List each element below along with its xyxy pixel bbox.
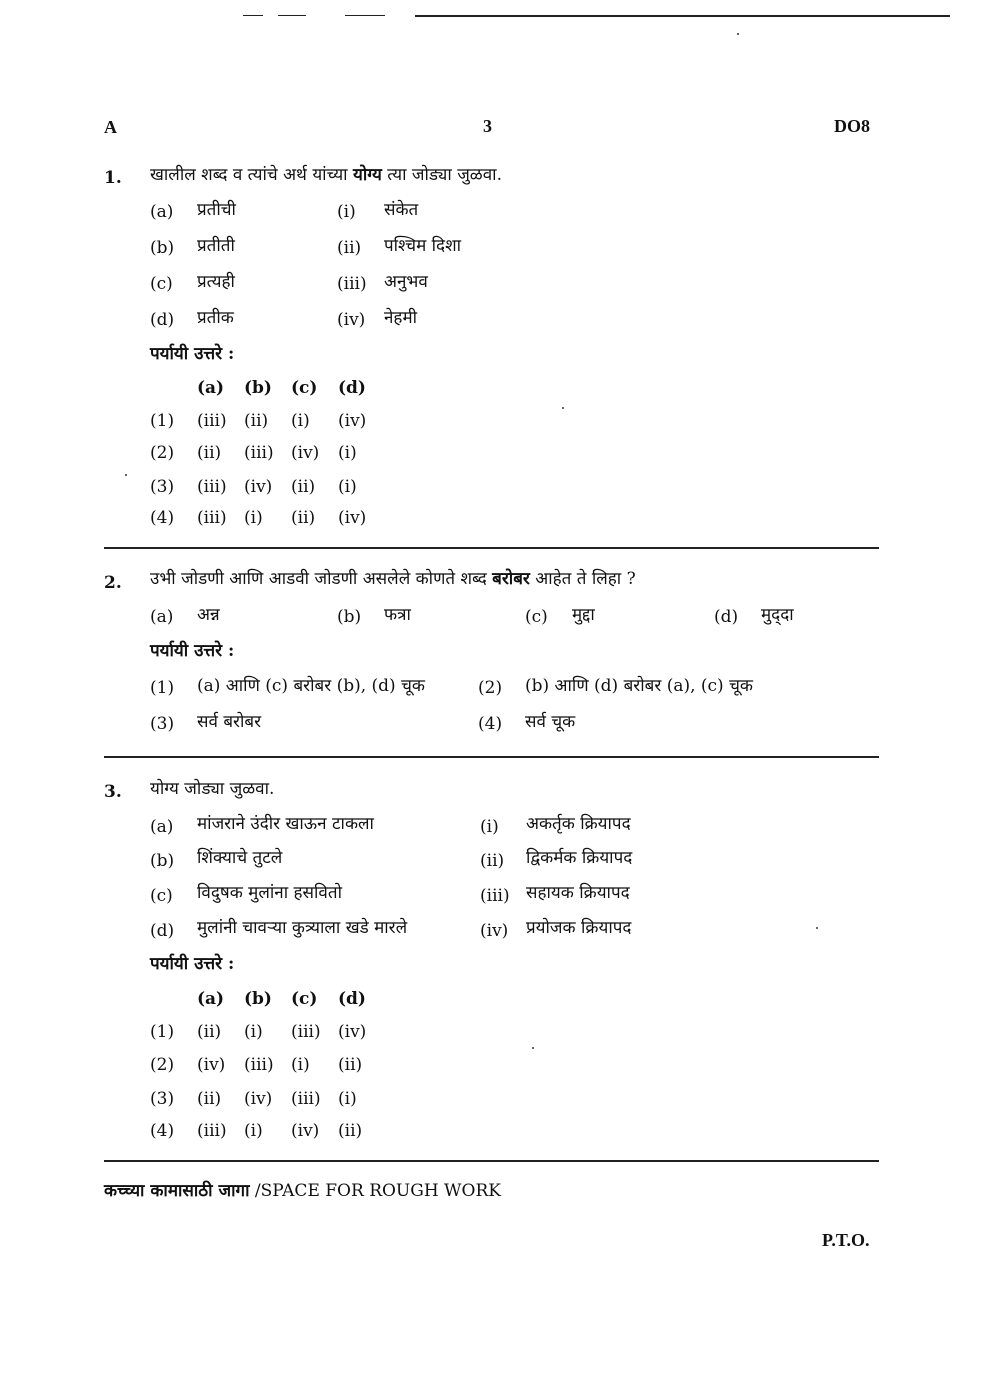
page-number: 3 [483,116,492,136]
option-value: (i) [338,443,357,463]
option-header: (d) [338,378,366,398]
section-divider [104,547,879,549]
section-divider [104,756,879,758]
option-text: सर्व बरोबर [197,712,262,732]
right-item: द्विकर्मक क्रियापद [526,848,633,868]
section-divider [104,1160,879,1162]
option-header: (c) [291,989,318,1009]
rough-work-marathi: कच्च्या कामासाठी जागा [104,1181,250,1201]
options-title: पर्यायी उत्तरे : [150,641,235,661]
choice-word: मुद्‍दा [761,605,794,625]
rough-work-label [104,1180,501,1202]
question-number: 1. [104,168,122,188]
option-number: (4) [150,1121,175,1141]
left-item: मांजराने उंदीर खाऊन टाकला [197,814,374,834]
option-value: (iv) [338,1022,367,1042]
option-number: (3) [150,477,175,497]
left-label: (d) [150,921,175,941]
option-value: (iii) [197,1121,227,1141]
choice-label: (c) [525,607,548,627]
right-item: अनुभव [384,272,428,292]
option-header: (d) [338,989,366,1009]
scan-speck [737,33,739,35]
scan-speck [562,407,564,409]
left-label: (b) [150,238,175,258]
left-label: (c) [150,274,173,294]
option-header: (b) [244,989,272,1009]
options-title: पर्यायी उत्तरे : [150,954,235,974]
question-text [150,568,636,590]
option-value: (iv) [244,1089,273,1109]
paper-code: DO8 [834,116,870,136]
option-value: (ii) [197,1022,222,1042]
question-text-part: खालील शब्द व त्यांचे अर्थ यांच्या [150,165,353,185]
right-item: सहायक क्रियापद [526,883,630,903]
question-text-part: आहेत ते लिहा ? [529,569,636,589]
option-value: (i) [338,477,357,497]
option-text: (b) आणि (d) बरोबर (a), (c) चूक [525,676,753,696]
left-label: (a) [150,817,174,837]
question-text-part: उभी जोडणी आणि आडवी जोडणी असलेले कोणते शब्द [150,569,493,589]
question-number: 2. [104,573,122,593]
option-number: (4) [478,714,503,734]
right-item: प्रयोजक क्रियापद [526,918,632,938]
left-label: (c) [150,886,173,906]
pto-label: P.T.O. [822,1230,870,1250]
right-label: (iv) [480,921,509,941]
option-value: (iii) [197,508,227,528]
option-value: (iv) [197,1055,226,1075]
option-value: (ii) [291,477,316,497]
option-value: (ii) [338,1121,363,1141]
rough-work-english: /SPACE FOR ROUGH WORK [249,1181,501,1201]
option-value: (iii) [291,1022,321,1042]
option-value: (iv) [338,411,367,431]
option-number: (4) [150,508,175,528]
left-item: प्रत्यही [197,272,235,292]
option-header: (c) [291,378,318,398]
option-header: (a) [197,378,225,398]
right-label: (ii) [337,238,362,258]
left-item: विदुषक मुलांना हसवितो [197,883,342,903]
option-value: (iii) [291,1089,321,1109]
set-label: A [104,117,117,137]
question-emphasis: बरोबर [492,569,530,589]
scan-mark [415,15,950,17]
option-header: (b) [244,378,272,398]
question-text: योग्य जोड्या जुळवा. [150,779,275,799]
option-text: सर्व चूक [525,712,576,732]
option-number: (1) [150,678,175,698]
scan-mark [278,15,306,16]
option-value: (ii) [197,443,222,463]
left-item: शिंक्याचे तुटले [197,848,283,868]
option-value: (i) [244,1121,263,1141]
option-header: (a) [197,989,225,1009]
right-label: (ii) [480,851,505,871]
question-emphasis: योग्य [352,165,382,185]
scan-speck [816,927,818,929]
option-number: (1) [150,411,175,431]
option-value: (i) [244,508,263,528]
option-number: (3) [150,1089,175,1109]
left-item: प्रतीक [197,308,234,328]
right-item: अकर्तृक क्रियापद [526,814,631,834]
option-value: (ii) [197,1089,222,1109]
option-value: (ii) [244,411,269,431]
option-value: (iv) [338,508,367,528]
option-value: (iv) [291,443,320,463]
option-value: (i) [338,1089,357,1109]
choice-label: (b) [337,607,362,627]
left-label: (b) [150,851,175,871]
right-label: (iv) [337,310,366,330]
right-item: नेहमी [384,308,418,328]
question-text [150,164,502,186]
option-number: (3) [150,714,175,734]
option-number: (2) [478,678,503,698]
option-value: (iii) [244,1055,274,1075]
option-text: (a) आणि (c) बरोबर (b), (d) चूक [197,676,425,696]
options-title: पर्यायी उत्तरे : [150,344,235,364]
right-label: (iii) [480,886,510,906]
option-value: (iii) [244,443,274,463]
option-value: (iii) [197,411,227,431]
choice-word: मुद्दा [572,605,595,625]
choice-word: अन्न [197,605,220,625]
option-value: (i) [244,1022,263,1042]
choice-label: (a) [150,607,174,627]
scan-mark [243,15,263,16]
left-label: (d) [150,310,175,330]
option-value: (iv) [244,477,273,497]
right-label: (iii) [337,274,367,294]
scan-speck [532,1047,534,1049]
question-number: 3. [104,782,122,802]
left-label: (a) [150,202,174,222]
right-item: संकेत [384,200,419,220]
right-label: (i) [337,202,356,222]
scan-speck [125,474,127,476]
option-number: (2) [150,443,175,463]
left-item: प्रतीची [197,200,236,220]
option-value: (iv) [291,1121,320,1141]
left-item: प्रतीती [197,236,235,256]
scan-mark [345,15,385,16]
right-item: पश्चिम दिशा [384,236,462,256]
option-value: (iii) [197,477,227,497]
option-value: (ii) [291,508,316,528]
option-value: (i) [291,1055,310,1075]
option-value: (ii) [338,1055,363,1075]
choice-word: फत्रा [384,605,411,625]
left-item: मुलांनी चावऱ्या कुत्र्याला खडे मारले [197,918,408,938]
option-number: (2) [150,1055,175,1075]
question-text-part: त्या जोड्या जुळवा. [381,165,502,185]
option-value: (i) [291,411,310,431]
option-number: (1) [150,1022,175,1042]
choice-label: (d) [714,607,739,627]
right-label: (i) [480,817,499,837]
